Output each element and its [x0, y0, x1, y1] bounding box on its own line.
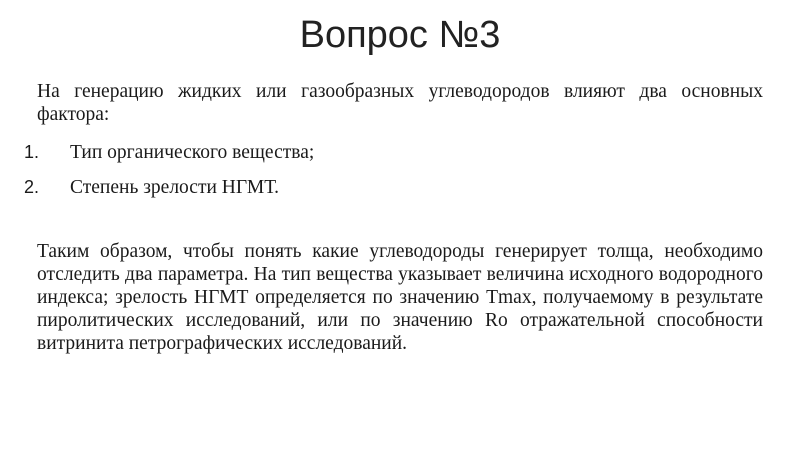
list-item — [24, 141, 764, 164]
factors-list — [24, 141, 764, 211]
intro-paragraph: На генерацию жидких или газообразных углеводородов влияют два основных фактора: — [37, 81, 763, 125]
conclusion-paragraph: Таким образом, чтобы понять какие углеводороды генерирует толща, необходимо отследить два параметра. На тип вещества указывает величина исходного водородного индекса; зрелость НГМТ определяется по значению Tmax, получаемому в результате пиролитических исследований, или по значению Ro отражательной способности витринита петрографических исследований. — [37, 241, 763, 354]
list-item-text: Тип органического вещества; — [70, 142, 315, 163]
list-item-text: Степень зрелости НГМТ. — [70, 177, 280, 198]
list-item-number: 2. — [24, 177, 40, 197]
slide-title: Вопрос №3 — [299, 14, 501, 56]
list-item-number: 1. — [24, 142, 40, 162]
list-item — [24, 176, 764, 199]
